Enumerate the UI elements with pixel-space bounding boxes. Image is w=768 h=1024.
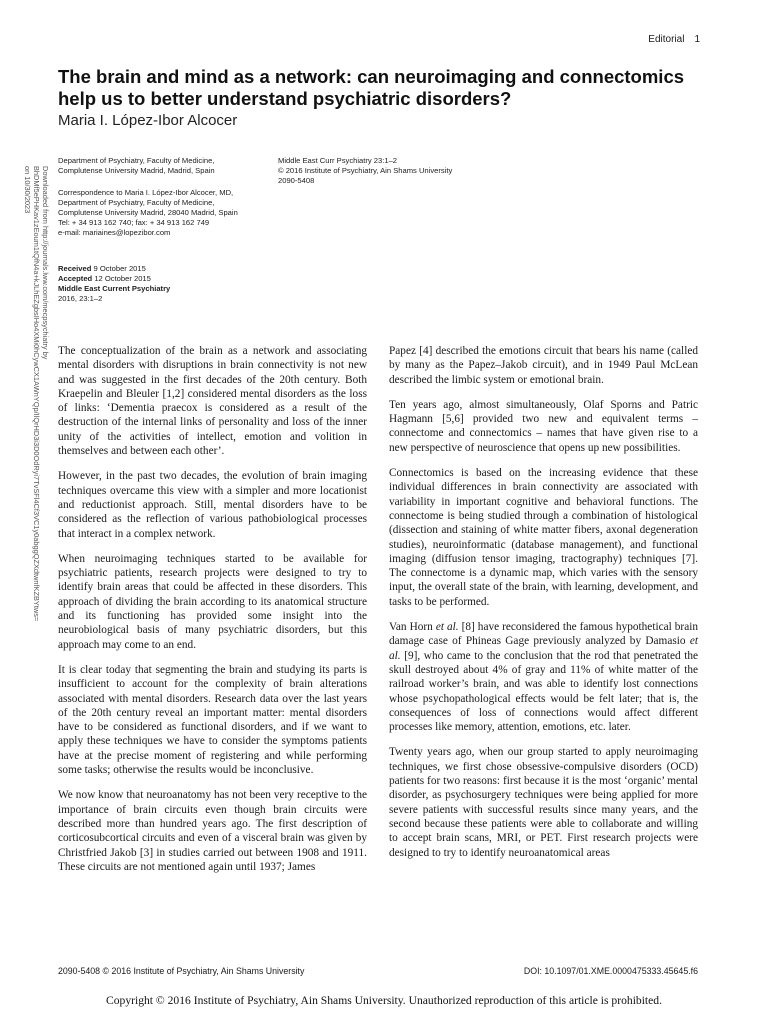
journal-issn: 2090-5408 (278, 176, 315, 185)
paragraph: When neuroimaging techniques started to be available for psychiatric patients, research projects were designed to try to identify brain areas that could be affected in these disorders. This approach of dividing the brain according to its anatomical structure and its functioning has provided some insight into the neurobiological basis of many psychiatric disorders, but this approach may come to an end. (58, 552, 367, 651)
paragraph: Twenty years ago, when our group started to apply neuroimaging techniques, we first chose obsessive-compulsive disorders (OCD) patients for two reasons: first because it is the most ‘organic’ mental disorder, as psychosurgery techniques were being applied for more severe patients with successful results since many years, and the second because these patients were able to collaborate and willing to accept brain scans, MRI, or PET. First research projects were designed to try to identify neuroanatomical areas (389, 746, 698, 859)
et-al-italic: et al. (389, 635, 698, 662)
download-watermark: Downloaded from http://journals.lww.com/mecpsychiatry by BhDMf5ePHKav1zEoum1tQfN4a+kJLhEZgbsIHo4XMi0hCywCX1AWnYQp/IlQrHD3i3D0OdRyi7TvSFl4Cf3VC1y0abggQZXdtwnfKZBYtws= on 10/30/2023 (23, 166, 50, 622)
paragraph (389, 620, 698, 734)
received-label: Received (58, 264, 92, 273)
author-name: Maria I. López-Ibor Alcocer (58, 112, 238, 129)
journal-name: Middle East Current Psychiatry (58, 284, 171, 293)
paragraph: The conceptualization of the brain as a network and associating mental disorders with disruptions in brain connectivity is not new and was suggested in the first decades of the 20th century. Both Kraepelin and Bleuler [1,2] considered mental disorders as the loss of links: ‘Dementia praecox is considered as a result of the destruction of the internal links of personality and loss of the inner unity of the activities of intellect, emotion and volition in themselves and between each other’. (58, 345, 367, 458)
journal-copyright: © 2016 Institute of Psychiatry, Ain Shams University (278, 166, 453, 175)
journal-citation: Middle East Curr Psychiatry 23:1–2 (278, 156, 398, 165)
journal-info (278, 156, 518, 186)
article-title: The brain and mind as a network: can neuroimaging and connectomics help us to better understand psychiatric disorders? (58, 66, 685, 109)
article-dates (58, 264, 278, 304)
section-label: Editorial (648, 34, 685, 45)
correspondence-phone: Tel: + 34 913 162 740; fax: + 34 913 162 749 (58, 218, 210, 227)
accepted-label: Accepted (58, 274, 93, 283)
text-run: [8] have reconsidered the famous hypothetical brain damage case of Phineas Gage previously analyzed by Damasio (389, 621, 698, 648)
correspondence-line: Complutense University Madrid, 28040 Madrid, Spain (58, 208, 238, 217)
footer-doi: DOI: 10.1097/01.XME.0000475333.45645.f6 (523, 966, 698, 976)
footer-issn: 2090-5408 © 2016 Institute of Psychiatry, Ain Shams University (58, 966, 305, 976)
journal-year-volume: 2016, 23:1–2 (58, 294, 103, 303)
page-number: 1 (694, 34, 700, 45)
body-column-right (389, 344, 698, 871)
et-al-italic: et al. (435, 621, 459, 634)
text-run: Van Horn (389, 621, 436, 634)
paragraph: It is clear today that segmenting the brain and studying its parts is insufficient to account for the complexity of brain alterations associated with mental disorders. Research data over the last years of the 20th century reveal an important matter: mental disorders have to be considered as functional disorders, and if we want to apply these techniques we have to consider the symptoms patients have at the precise moment of registering and while performing some tasks; otherwise the results would be inconclusive. (58, 663, 367, 777)
affiliation-line: Department of Psychiatry, Faculty of Medicine, (58, 156, 215, 165)
correspondence (58, 188, 278, 238)
paragraph: Ten years ago, almost simultaneously, Olaf Sporns and Patric Hagmann [5,6] provided two new and equivalent terms – connectome and connectomics – names that have given rise to a new perspective of neuroscience that opens up new possibilities. (389, 398, 698, 454)
paragraph: We now know that neuroanatomy has not been very receptive to the importance of brain circuits even though brain circuits were described more than hundred years ago. The first description of corticosubcortical circuits and even of a visceral brain was given by Christfried Jakob [3] in studies carried out between 1908 and 1911. These circuits are not mentioned again until 1937; James (58, 789, 367, 873)
correspondence-line: Correspondence to Maria I. López-Ibor Alcocer, MD, (58, 188, 234, 197)
copyright-notice: Copyright © 2016 Institute of Psychiatry, Ain Shams University. Unauthorized reproduction of this article is prohibited. (106, 994, 662, 1007)
accepted-date: 12 October 2015 (94, 274, 151, 283)
affiliation (58, 156, 268, 176)
received-date: 9 October 2015 (93, 264, 146, 273)
correspondence-line: Department of Psychiatry, Faculty of Medicine, (58, 198, 215, 207)
running-head (648, 34, 700, 45)
affiliation-line: Complutense University Madrid, Madrid, Spain (58, 166, 215, 175)
body-column-left (58, 344, 367, 885)
paragraph: Connectomics is based on the increasing evidence that these individual differences in brain connectivity are associated with variability in important cognitive and behavioral functions. The connectome is being studied through a combination of histological (dissection and staining of white matter fibers, axonal degeneration studies), neuroinformatic (database management), and functional imaging (diffusion tensor imaging, tractography) techniques [7]. The connectome is a dynamic map, which varies with the sensory input, the overall state of the brain, with learning, development, and tasks to be performed. (389, 467, 698, 608)
text-run: [9], who came to the conclusion that the rod that penetrated the skull destroyed about 4% of gray and 11% of white matter of the railroad worker’s brain, and was able to identify lost connections whose psychopathological effects would be felt later; that is, the consequences of loss of connections would affect different processes like memory, attention, emotions, etc. later. (389, 649, 698, 734)
paragraph: Papez [4] described the emotions circuit that bears his name (called by many as the Papez–Jakob circuit), and in 1949 Paul McLean described the limbic system or emotional brain. (389, 345, 698, 386)
correspondence-email: e-mail: mariaines@lopezibor.com (58, 228, 171, 237)
paragraph: However, in the past two decades, the evolution of brain imaging techniques overcame this view with a simpler and more locationist and reductionist approach. Still, mental disorders have to be considered as the reflection of various pathobiological processes that interact in a complex network. (58, 470, 367, 540)
